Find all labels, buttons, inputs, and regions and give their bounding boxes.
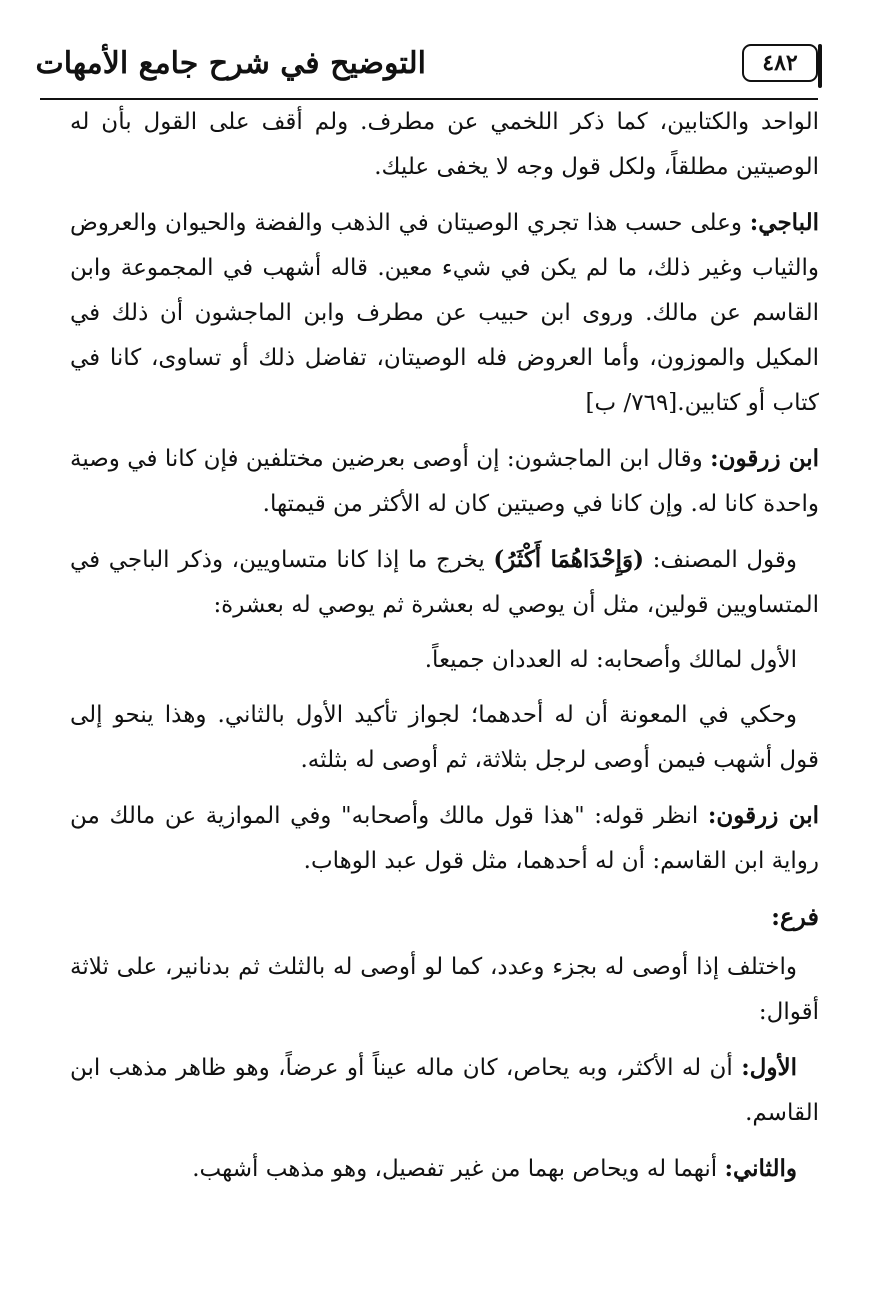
opinion-one-label: الأول: [741,1054,798,1081]
disagreement-text: واختلف إذا أوصى له بجزء وعدد، كما لو أوصى له بالثلث ثم بدنانير، على ثلاثة أقوال: [70,954,819,1025]
paragraph-baji [70,200,819,426]
page-number-box [742,44,818,82]
paragraph-opinion-one [70,1045,819,1136]
ibn-zarqun-label-1: ابن زرقون: [710,445,819,472]
mauna-text: وحكي في المعونة أن له أحدهما؛ لجواز تأكيد الأول بالثاني. وهذا ينحو إلى قول أشهب فيمن أوصى لرجل بثلاثة، ثم أوصى له بثلثه. [70,702,819,773]
book-title: التوضيح في شرح جامع الأمهات [35,46,426,81]
baji-text: وعلى حسب هذا تجري الوصيتان في الذهب والفضة والحيوان والعروض والثياب وغير ذلك، ما لم يكن في شيء معين. قاله أشهب في المجموعة وابن القاسم عن مالك. وروى ابن حبيب عن مطرف وابن الماجشون أن ذلك في المكيل والموزون، وأما العروض فله الوصيتان، تفاضل ذلك أو تساوى، كانا في كتاب أو كتابين.[٧٦٩/ ب] [70,210,819,416]
baji-label: الباجي: [749,209,820,236]
opinion-two-label: والثاني: [724,1155,797,1182]
ibn-zarqun-text-2: انظر قوله: "هذا قول مالك وأصحابه" وفي الموازية عن مالك من رواية ابن القاسم: أن له أحدهما، مثل قول عبد الوهاب. [70,803,819,874]
paragraph-1 [70,100,819,190]
paragraph-author-quote [70,537,819,628]
opinion-one-text: أن له الأكثر، وبه يحاص، كان ماله عيناً أو عرضاً، وهو ظاهر مذهب ابن القاسم. [70,1055,819,1126]
ibn-zarqun-label-2: ابن زرقون: [707,802,819,829]
paragraph-mauna [70,693,819,783]
paragraph-1-text: الواحد والكتابين، كما ذكر اللخمي عن مطرف. ولم أقف على القول بأن له الوصيتين مطلقاً، ولكل قول وجه لا يخفى عليك. [70,109,819,180]
page-body [70,100,819,1202]
ibn-zarqun-text-1: وقال ابن الماجشون: إن أوصى بعرضين مختلفين فإن كانا في وصية واحدة كانا له. وإن كانا في وصيتين كان له الأكثر من قيمتها. [70,446,819,517]
paragraph-disagreement [70,945,819,1035]
author-quote-intro: وقول المصنف: [652,547,798,573]
paragraph-ibn-zarqun-1 [70,436,819,527]
paragraph-first-opinion [70,638,819,683]
paragraph-ibn-zarqun-2 [70,793,819,884]
page-number: ٤٨٢ [762,50,798,76]
section-heading: فرع: [771,902,819,931]
opinion-two-text: أنهما له ويحاص بهما من غير تفصيل، وهو مذهب أشهب. [192,1156,718,1182]
page-header [35,38,818,102]
author-quote-text: يخرج ما إذا كانا متساويين، وذكر الباجي في المتساويين قولين، مثل أن يوصي له بعشرة ثم يوصي له بعشرة: [70,547,819,618]
first-opinion-text: الأول لمالك وأصحابه: له العددان جميعاً. [424,647,797,673]
author-quote: (وَإِحْدَاهُمَا أَكْثَرُ) [493,546,644,573]
paragraph-opinion-two [70,1146,819,1192]
